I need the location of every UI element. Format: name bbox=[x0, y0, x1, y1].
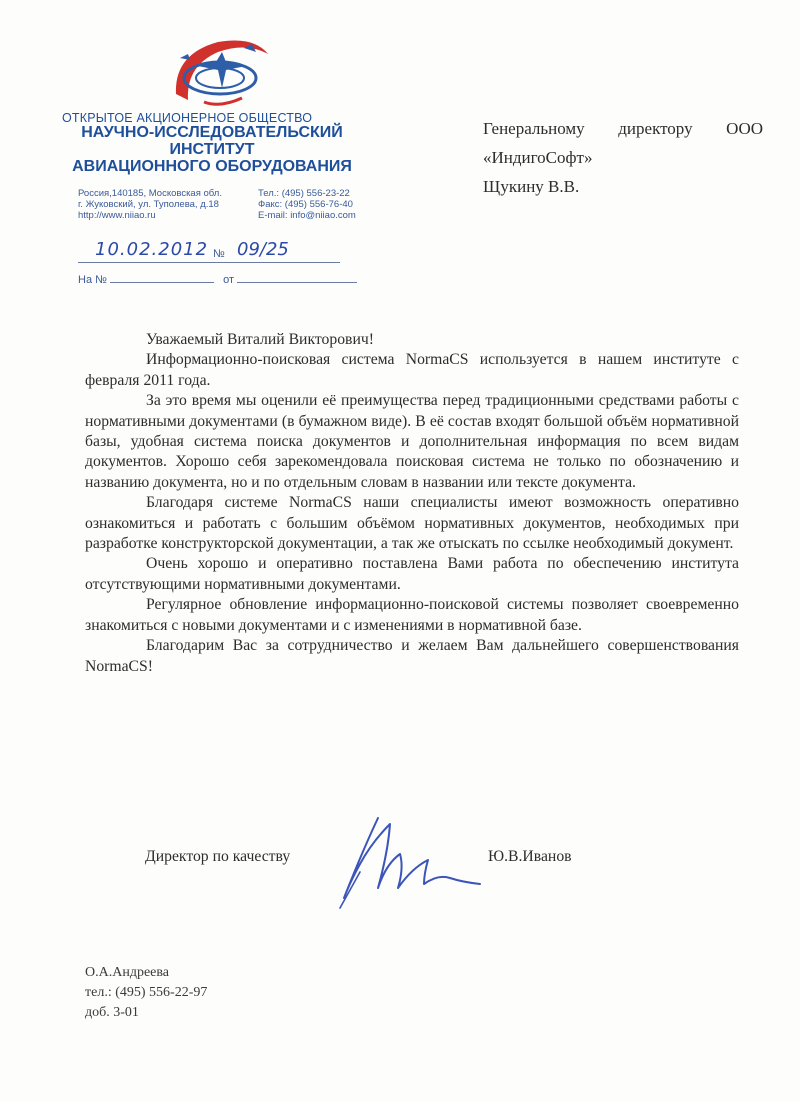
reference-label: На № bbox=[78, 274, 107, 286]
address-line: г. Жуковский, ул. Туполева, д.18 bbox=[78, 199, 219, 210]
reference-line bbox=[78, 272, 357, 286]
executor-name: О.А.Андреева bbox=[85, 965, 170, 980]
addressee-line: Щукину В.В. bbox=[483, 177, 580, 196]
salutation: Уважаемый Виталий Викторович! bbox=[146, 331, 374, 348]
org-name bbox=[62, 124, 362, 175]
fax: Факс: (495) 556-76-40 bbox=[258, 199, 353, 210]
letter-paragraph: Информационно-поисковая система NormaCS используется в нашем институте с февраля 2011 года. bbox=[85, 351, 739, 389]
letter-paragraph: Очень хорошо и оперативно поставлена Вами работа по обеспечению института отсутствующими нормативными документами. bbox=[85, 555, 739, 593]
org-name-line: АВИАЦИОННОГО ОБОРУДОВАНИЯ bbox=[72, 158, 352, 175]
executor-extension: доб. 3-01 bbox=[85, 1005, 139, 1020]
letter-paragraph: Регулярное обновление информационно-поисковой системы позволяет своевременно знакомиться с новыми документами и с изменениями в нормативной базе. bbox=[85, 596, 739, 634]
handwritten-signature-icon bbox=[320, 812, 500, 922]
letter-body bbox=[85, 330, 739, 677]
reference-date-blank bbox=[237, 272, 357, 283]
reference-from-label: от bbox=[223, 274, 235, 286]
aviation-institute-logo-icon bbox=[160, 32, 280, 112]
org-name-line: НАУЧНО-ИССЛЕДОВАТЕЛЬСКИЙ bbox=[81, 124, 343, 141]
letter-paragraph: За это время мы оценили её преимущества перед традиционными средствами работы с нормативными документами (в бумажном виде). В её состав входят большой объём нормативной базы, удобная система поиска документов и дополнительная информация по всем видам документов. Хорошо себя зарекомендовала поисковая система не только по обозначению и названию документа, но и по отдельным словам в названии или тексте документа. bbox=[85, 392, 739, 491]
addressee-line: «ИндигоСофт» bbox=[483, 148, 593, 167]
contacts-block bbox=[78, 188, 368, 221]
registration-number: 09/25 bbox=[237, 239, 289, 260]
executor-info bbox=[85, 963, 207, 1023]
addressee-block bbox=[483, 114, 763, 201]
signatory-title: Директор по качеству bbox=[145, 848, 291, 865]
address-line: Россия,140185, Московская обл. bbox=[78, 188, 222, 199]
signatory-name: Ю.В.Иванов bbox=[488, 848, 572, 865]
website-link[interactable]: http://www.niiao.ru bbox=[78, 210, 156, 221]
executor-phone: тел.: (495) 556-22-97 bbox=[85, 985, 208, 1000]
email-link[interactable]: E-mail: info@niiao.com bbox=[258, 210, 356, 221]
letter-paragraph: Благодарим Вас за сотрудничество и желаем Вам дальнейшего совершенствования NormaCS! bbox=[85, 637, 739, 675]
addressee-line: Генеральному директору ООО bbox=[483, 119, 763, 138]
org-name-line: ИНСТИТУТ bbox=[169, 141, 255, 158]
registration-date: 10.02.2012 bbox=[95, 239, 209, 260]
phone: Тел.: (495) 556-23-22 bbox=[258, 188, 350, 199]
org-type: ОТКРЫТОЕ АКЦИОНЕРНОЕ ОБЩЕСТВО bbox=[62, 111, 313, 125]
registration-number-label: № bbox=[213, 248, 225, 260]
reference-number-blank bbox=[110, 272, 214, 283]
letter-paragraph: Благодаря системе NormaCS наши специалисты имеют возможность оперативно ознакомиться и работать с большим объёмом нормативных документов, необходимых при разработке конструкторской документации, а так же отыскать по ссылке необходимый документ. bbox=[85, 494, 739, 553]
